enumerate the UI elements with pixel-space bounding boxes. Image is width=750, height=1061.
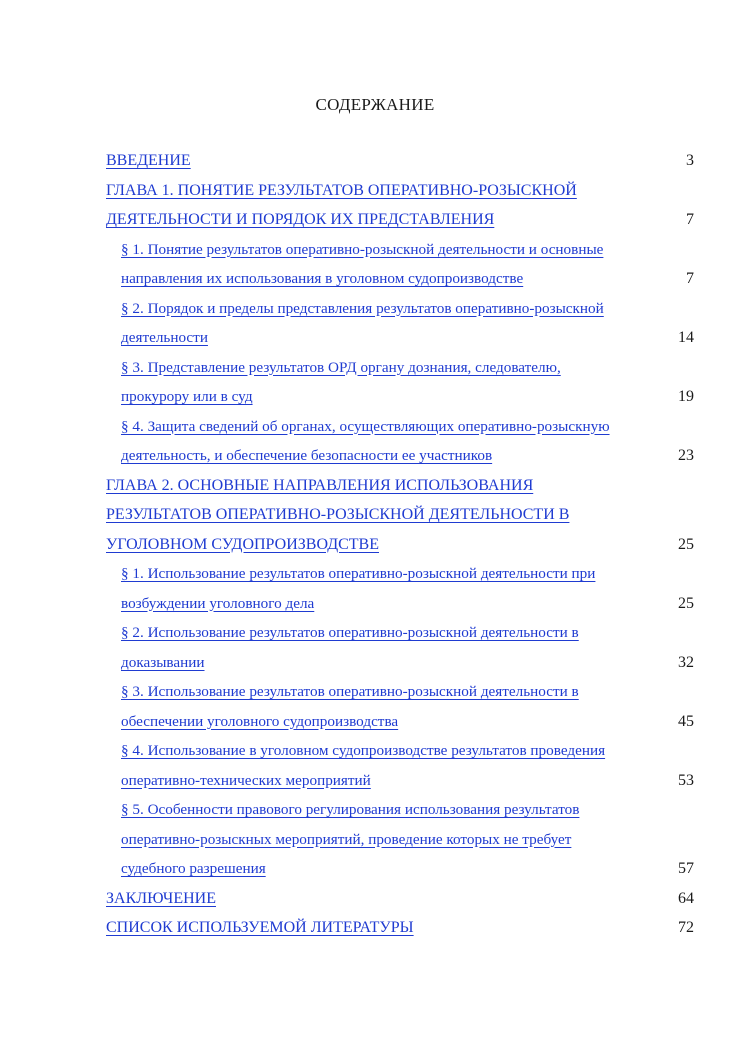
toc-line [106,913,694,943]
toc-link-text[interactable]: ВВЕДЕНИЕ [106,152,191,169]
toc-entry-ch1-sec-4[interactable] [106,412,694,471]
toc-line [121,323,694,353]
toc-link-text[interactable]: § 1. Понятие результатов оперативно-розыскной деятельности и основные [121,240,604,258]
toc-page-number: 72 [678,919,694,936]
toc-page-number: 64 [678,889,694,907]
toc-line [106,176,694,206]
toc-link-text[interactable]: доказывании [121,653,205,671]
toc-page-number: 25 [678,535,694,553]
toc-entry-conclusion[interactable] [106,884,694,914]
toc-entry-ch1-sec-3[interactable] [106,353,694,412]
toc-line [121,353,694,383]
toc-line [106,530,694,560]
toc-link-text[interactable]: § 4. Использование в уголовном судопроизводстве результатов проведения [121,742,606,759]
toc-line [121,589,694,619]
toc-line [121,382,694,412]
toc-link-text[interactable]: ДЕЯТЕЛЬНОСТИ И ПОРЯДОК ИХ ПРЕДСТАВЛЕНИЯ [106,211,495,228]
toc-line [121,648,694,678]
toc-line [106,205,694,235]
toc-page-number: 7 [686,211,694,228]
toc-entry-bibliography[interactable] [106,913,694,943]
toc-link-text[interactable]: возбуждении уголовного дела [121,594,315,612]
toc-line [121,264,694,294]
toc-link-text[interactable]: оперативно-розыскных мероприятий, проведение которых не требует [121,830,572,848]
toc-entry-ch1-sec-2[interactable] [106,294,694,353]
toc-page-number: 32 [678,653,694,671]
toc-link-text[interactable]: § 5. Особенности правового регулирования использования результатов [121,801,580,818]
toc-link-text[interactable]: РЕЗУЛЬТАТОВ ОПЕРАТИВНО-РОЗЫСКНОЙ ДЕЯТЕЛЬНОСТИ В [106,506,570,523]
table-of-contents [106,146,694,943]
toc-line [121,618,694,648]
toc-link-text[interactable]: § 2. Порядок и пределы представления результатов оперативно-розыскной [121,299,604,317]
toc-link-text[interactable]: ГЛАВА 1. ПОНЯТИЕ РЕЗУЛЬТАТОВ ОПЕРАТИВНО-РОЗЫСКНОЙ [106,181,577,199]
toc-entry-ch2-sec-5[interactable] [106,795,694,884]
toc-entry-ch2-sec-3[interactable] [106,677,694,736]
toc-entry-chapter-1[interactable] [106,176,694,235]
toc-page-number: 7 [686,270,694,287]
toc-link-text[interactable]: § 4. Защита сведений об органах, осуществляющих оперативно-розыскную [121,417,610,435]
toc-line [121,736,694,766]
toc-line [121,766,694,796]
toc-entry-ch1-sec-1[interactable] [106,235,694,294]
toc-entry-chapter-2[interactable] [106,471,694,560]
toc-line [106,884,694,914]
toc-line [121,441,694,471]
toc-link-text[interactable]: ГЛАВА 2. ОСНОВНЫЕ НАПРАВЛЕНИЯ ИСПОЛЬЗОВАНИЯ [106,476,534,494]
toc-link-text[interactable]: СПИСОК ИСПОЛЬЗУЕМОЙ ЛИТЕРАТУРЫ [106,919,414,936]
toc-entry-ch2-sec-4[interactable] [106,736,694,795]
toc-entry-ch2-sec-1[interactable] [106,559,694,618]
toc-page-number: 25 [678,594,694,612]
toc-link-text[interactable]: деятельности [121,329,208,346]
toc-title: СОДЕРЖАНИЕ [315,95,435,114]
toc-link-text[interactable]: оперативно-технических мероприятий [121,771,371,789]
toc-line [121,795,694,825]
toc-entry-introduction[interactable] [106,146,694,176]
toc-link-text[interactable]: деятельность, и обеспечение безопасности ее участников [121,447,493,464]
toc-page-number: 14 [678,329,694,346]
toc-page-number: 57 [678,860,694,877]
toc-line [121,854,694,884]
toc-line [121,677,694,707]
toc-line [121,707,694,737]
toc-page-number: 3 [686,152,694,169]
toc-link-text[interactable]: направления их использования в уголовном судопроизводстве [121,270,524,287]
toc-line [106,471,694,501]
toc-page-number: 45 [678,712,694,730]
toc-page-number: 23 [678,447,694,464]
toc-page-number: 19 [678,388,694,405]
toc-link-text[interactable]: § 3. Представление результатов ОРД органу дознания, следователю, [121,358,561,376]
toc-link-text[interactable]: прокурору или в суд [121,388,253,405]
toc-entry-ch2-sec-2[interactable] [106,618,694,677]
toc-line [121,294,694,324]
toc-link-text[interactable]: обеспечении уголовного судопроизводства [121,712,399,730]
toc-link-text[interactable]: § 1. Использование результатов оперативно-розыскной деятельности при [121,565,596,582]
toc-link-text[interactable]: § 2. Использование результатов оперативно-розыскной деятельности в [121,624,579,641]
toc-line [121,412,694,442]
toc-line [106,146,694,176]
toc-link-text[interactable]: ЗАКЛЮЧЕНИЕ [106,889,216,907]
toc-link-text[interactable]: § 3. Использование результатов оперативно-розыскной деятельности в [121,683,579,700]
toc-page-number: 53 [678,771,694,789]
toc-line [121,235,694,265]
toc-line [106,500,694,530]
toc-link-text[interactable]: судебного разрешения [121,860,266,877]
toc-link-text[interactable]: УГОЛОВНОМ СУДОПРОИЗВОДСТВЕ [106,535,379,553]
toc-line [121,559,694,589]
toc-line [121,825,694,855]
